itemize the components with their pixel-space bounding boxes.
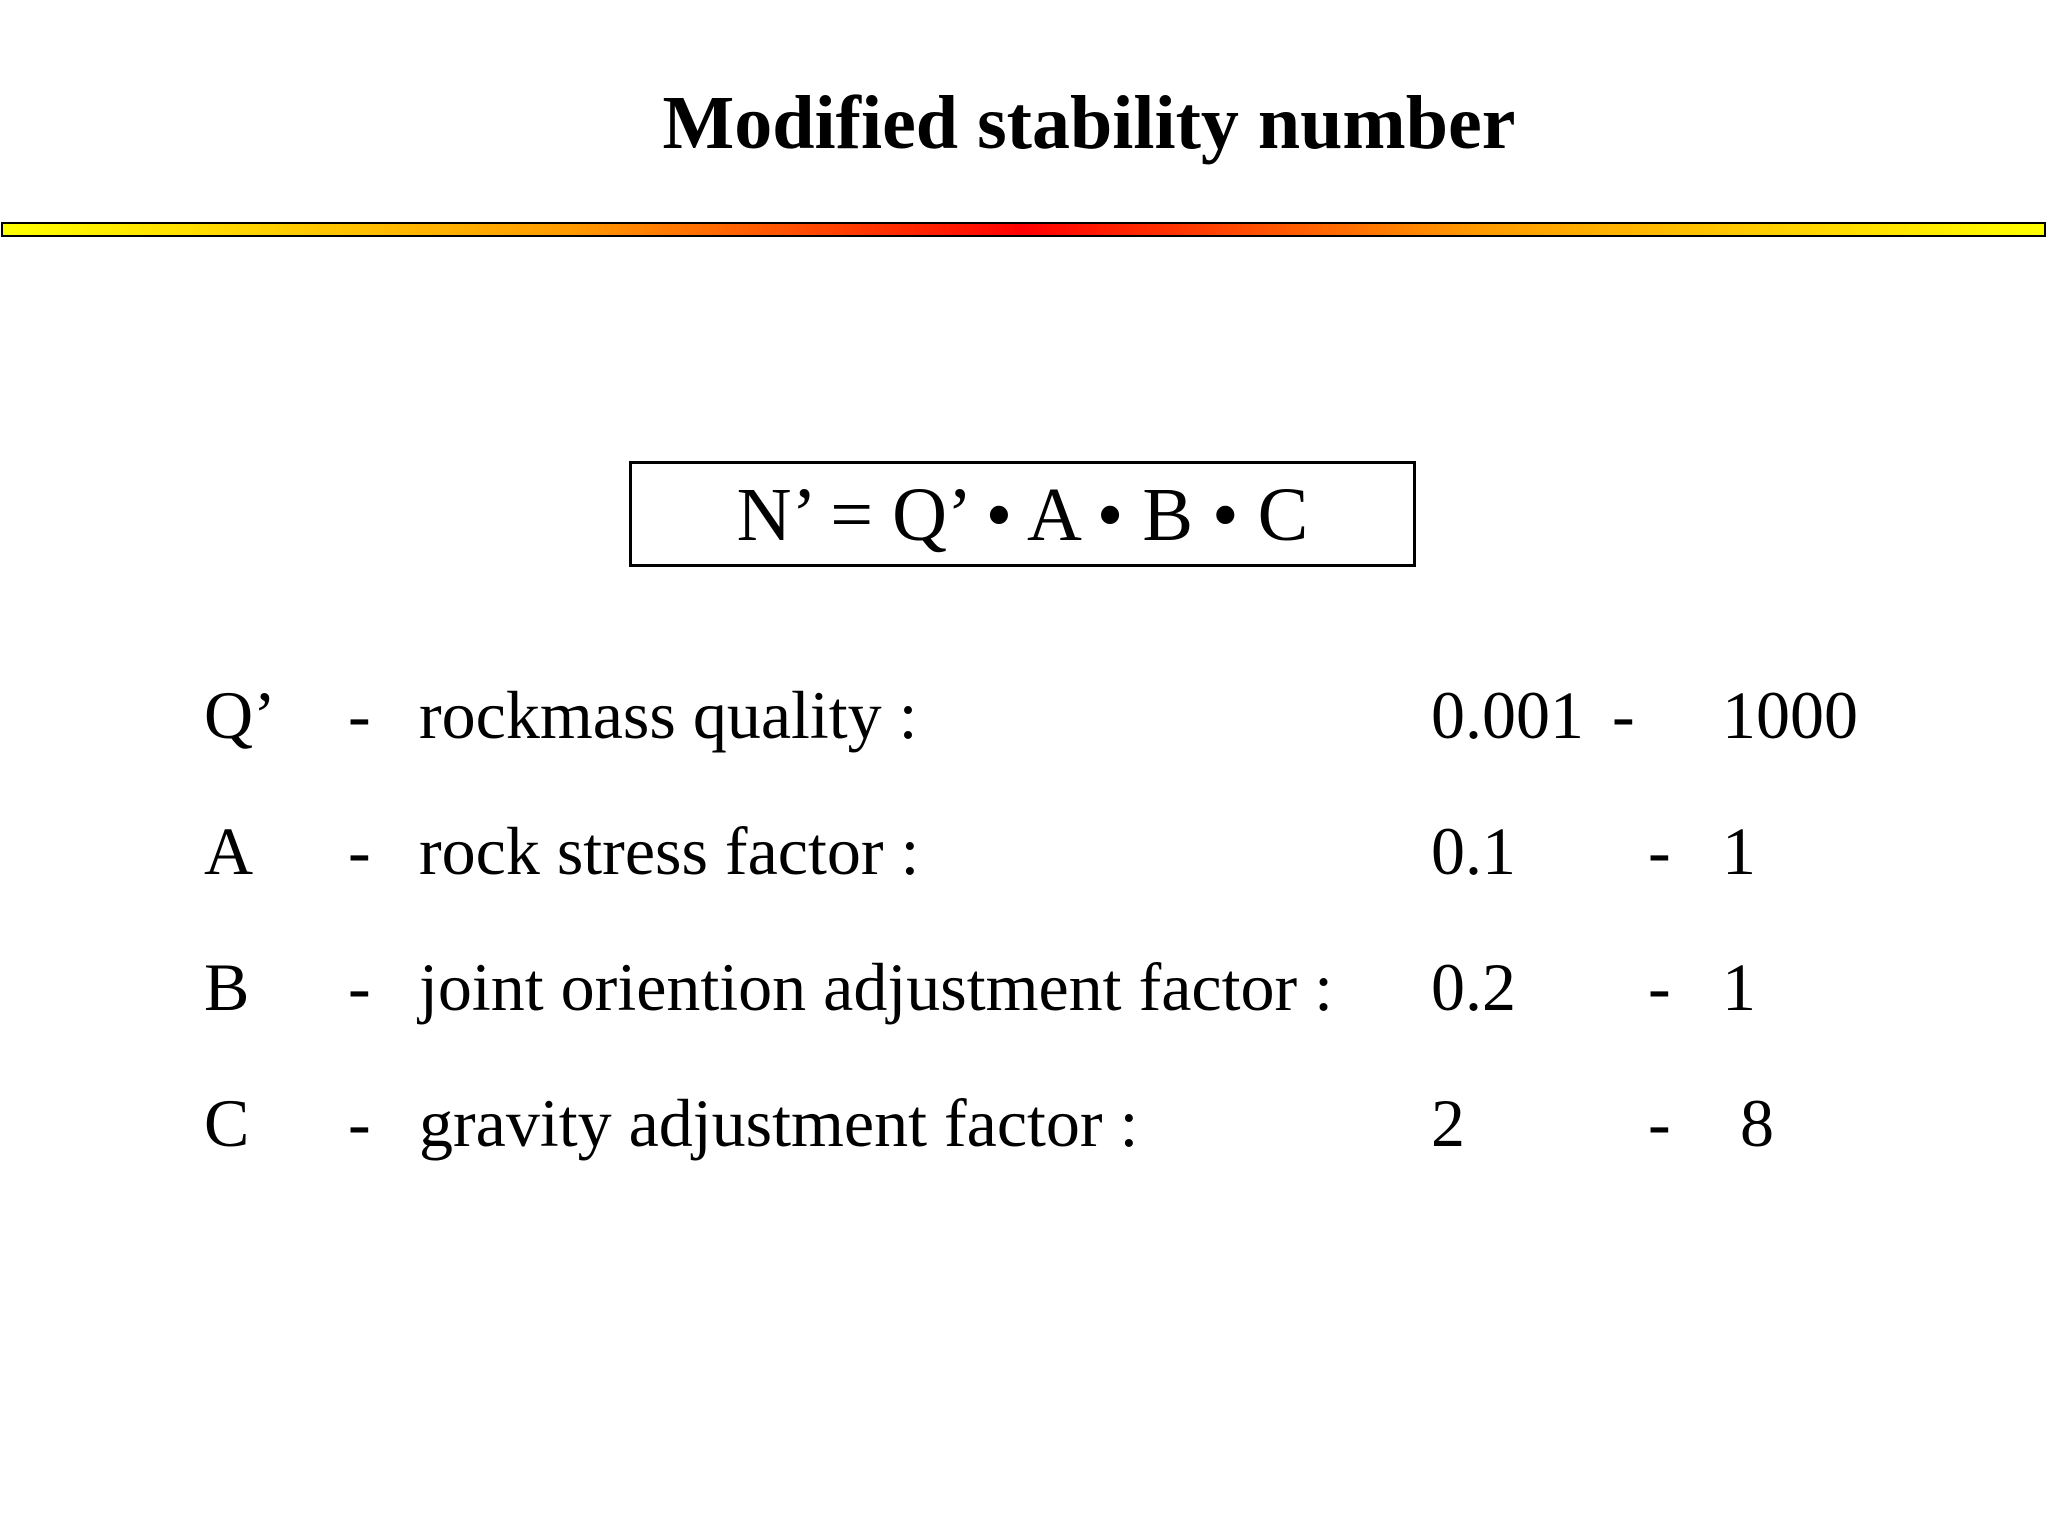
term-range-separator: - bbox=[1612, 677, 1635, 753]
term-range-max: 1 bbox=[1722, 949, 1756, 1025]
term-range-separator: - bbox=[1648, 1085, 1671, 1161]
term-range-separator: - bbox=[1648, 949, 1671, 1025]
term-range-min: 0.001 bbox=[1431, 677, 1584, 753]
formula-text: N’ = Q’ • A • B • C bbox=[736, 473, 1309, 557]
term-row-b bbox=[0, 942, 2048, 1032]
term-range-min: 2 bbox=[1431, 1085, 1465, 1161]
term-symbol: Q’ bbox=[204, 677, 276, 753]
term-symbol: A bbox=[204, 813, 254, 889]
term-symbol: B bbox=[204, 949, 250, 1025]
formula-box bbox=[629, 461, 1416, 567]
title-divider bbox=[1, 222, 2046, 237]
term-range-max: 1000 bbox=[1722, 677, 1858, 753]
term-range-max: 1 bbox=[1722, 813, 1756, 889]
term-range-max: 8 bbox=[1740, 1085, 1774, 1161]
slide-title: Modified stability number bbox=[662, 81, 1516, 165]
term-row-q bbox=[0, 670, 2048, 760]
term-description: rock stress factor : bbox=[419, 813, 920, 889]
term-dash: - bbox=[348, 949, 371, 1025]
term-description: joint oriention adjustment factor : bbox=[419, 949, 1334, 1025]
term-dash: - bbox=[348, 1085, 371, 1161]
term-range-separator: - bbox=[1648, 813, 1671, 889]
term-range-min: 0.2 bbox=[1431, 949, 1516, 1025]
term-row-a bbox=[0, 806, 2048, 896]
term-range-min: 0.1 bbox=[1431, 813, 1516, 889]
term-dash: - bbox=[348, 813, 371, 889]
term-description: gravity adjustment factor : bbox=[419, 1085, 1139, 1161]
term-symbol: C bbox=[204, 1085, 250, 1161]
term-description: rockmass quality : bbox=[419, 677, 918, 753]
term-dash: - bbox=[348, 677, 371, 753]
term-row-c bbox=[0, 1078, 2048, 1168]
